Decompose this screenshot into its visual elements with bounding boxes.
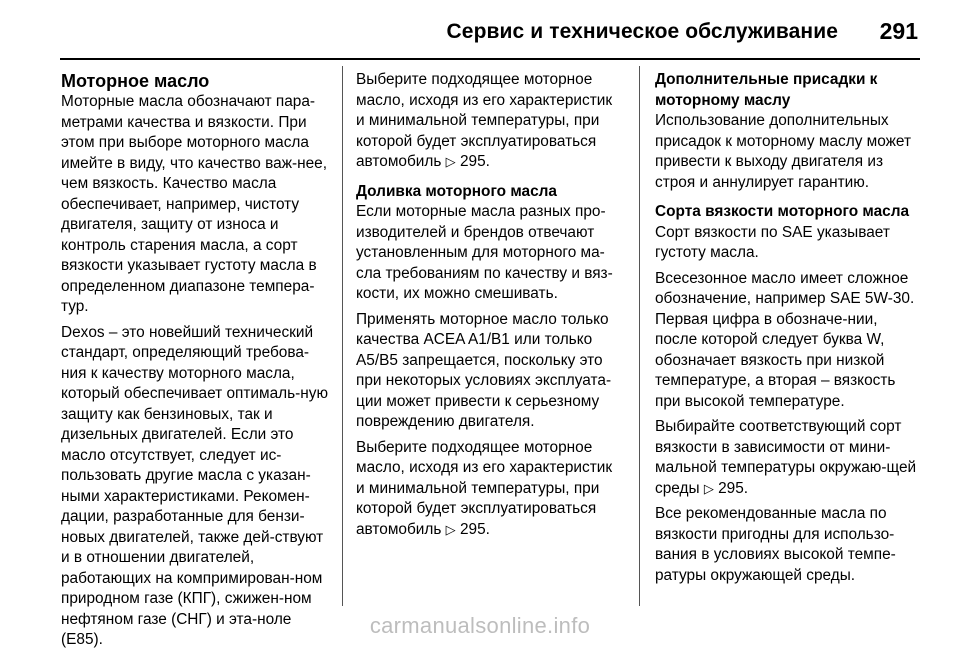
paragraph [356, 438, 624, 541]
header-divider [60, 58, 920, 60]
heading-engine-oil: Моторное масло [61, 71, 210, 91]
paragraph: Использование дополнительных присадок к моторному маслу может привести к выходу двигателя из строя и аннулирует гарантию. [655, 112, 912, 191]
page-reference-icon: ▷ [445, 521, 456, 537]
paragraph: Dexos – это новейший технический стандарт, определяющий требова-ния к качеству моторного масла, который обеспечивает оптималь-ную защиту как бензиновых, так и дизельных двигателей. Если это масло отсутствует, следует ис-пользовать другие масла с указан-ными характеристиками. Рекомен-дации, разработанные для бензи-новых двигателей, также дей-ствуют и в отношении двигателей, работающих на компримирован-ном природном газе (КПГ), сжижен-ном нефтяном газе (СНГ) и эта-ноле (E85). [61, 323, 328, 648]
column-right [655, 70, 923, 591]
paragraph [655, 417, 923, 499]
paragraph-text: Выберите подходящее моторное масло, исходя из его характеристик и минимальной температуры, при которой будет эксплуатироваться автомобиль [356, 71, 613, 170]
watermark-text: carmanualsonline.info [369, 613, 591, 638]
paragraph: Все рекомендованные масла по вязкости пригодны для использо-вания в условиях высокой темпе-ратуры окружающей среды. [655, 505, 896, 584]
page-reference[interactable]: 295. [459, 520, 490, 538]
section-title: Сервис и техническое обслуживание [446, 20, 838, 43]
page-reference[interactable]: 295. [718, 479, 749, 497]
column-middle [356, 70, 624, 545]
paragraph: Если моторные масла разных про-изводителей и брендов отвечают установленным для моторного ма-сла требованиям по качеству и вяз-кости, их можно смешивать. [356, 203, 613, 302]
heading-viscosity-grades: Сорта вязкости моторного масла [655, 203, 910, 220]
paragraph: Всесезонное масло имеет сложное обозначение, например SAE 5W-30. Первая цифра в обозначе-нии, после которой следует буква W, обозначает вязкость при низкой температуре, а вторая – вязкость при высокой температуре. [655, 269, 915, 410]
column-left [61, 70, 333, 656]
paragraph [356, 70, 624, 173]
column-divider [342, 66, 343, 606]
paragraph: Моторные масла обозначают пара-метрами качества и вязкости. При этом при выборе моторного масла имейте в виду, что качество важ-нее, чем вязкость. Качество масла обеспечивает, например, чистоту двигателя, защиту от износа и контроль старения масла, а сорт вязкости указывает густоту масла в определенном диапазоне темпера-тур. [61, 93, 328, 315]
heading-additives: Дополнительные присадки к моторному маслу [655, 71, 878, 109]
column-divider [639, 66, 640, 606]
paragraph-text: Выбирайте соответствующий сорт вязкости в зависимости от мини-мальной температуры окружаю-щей среды [655, 418, 917, 497]
paragraph: Применять моторное масло только качества ACEA A1/B1 или только A5/B5 запрещается, поскольку это при некоторых условиях эксплуата-ции может привести к серьезному повреждению двигателя. [356, 310, 612, 430]
page-reference[interactable]: 295. [459, 153, 490, 170]
page-reference-icon: ▷ [703, 480, 714, 496]
paragraph-text: Выберите подходящее моторное масло, исходя из его характеристик и минимальной температуры, при которой будет эксплуатироваться автомобиль [356, 438, 613, 538]
heading-topping-up-oil: Доливка моторного масла [356, 182, 557, 200]
page-number: 291 [879, 18, 918, 44]
paragraph: Сорт вязкости по SAE указывает густоту масла. [655, 223, 890, 261]
page-reference-icon: ▷ [445, 154, 456, 169]
page-header [0, 0, 960, 60]
